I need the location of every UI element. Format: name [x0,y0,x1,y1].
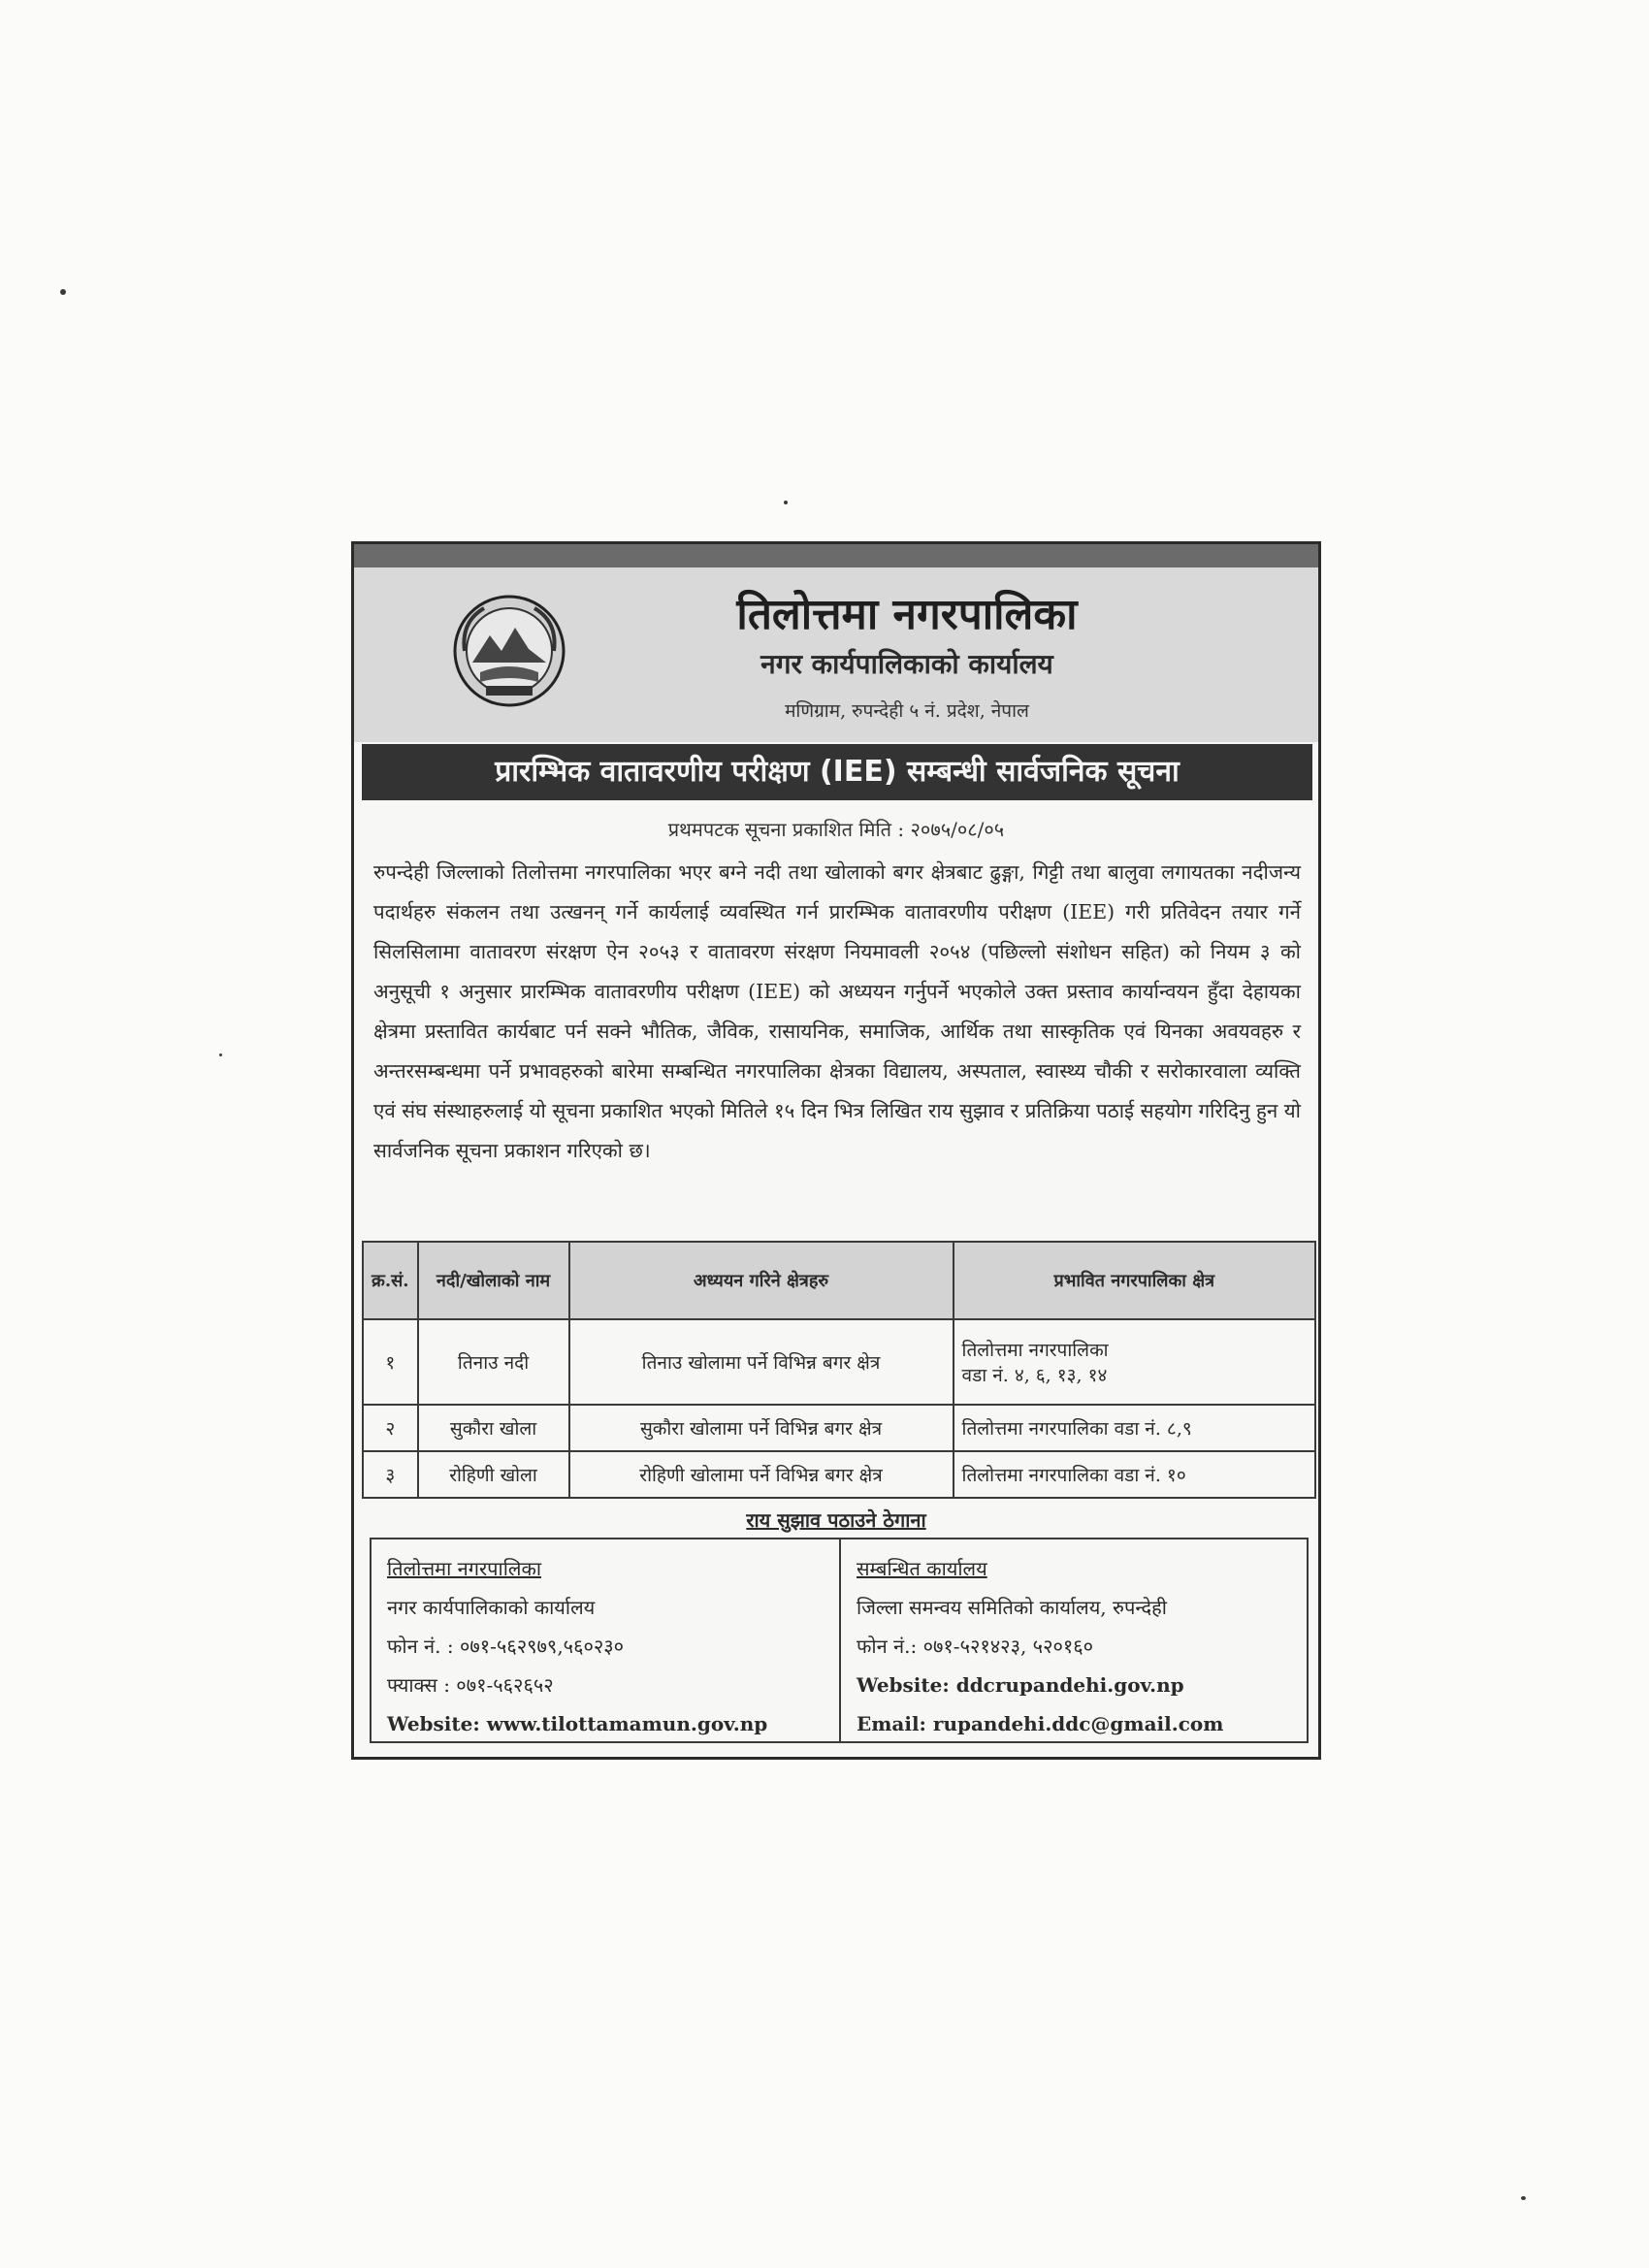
notice-header [354,567,1318,742]
address-heading: राय सुझाव पठाउने ठेगाना [746,1508,926,1532]
office-subtitle: नगर कार्यपालिकाको कार्यालय [760,648,1053,680]
address-website: Website: www.tilottamamun.gov.np [387,1712,768,1735]
affected-area-line: तिलोत्तमा नगरपालिका [961,1340,1109,1361]
scan-speck [219,1053,222,1056]
cell-river: तिनाउ नदी [418,1319,569,1405]
table-row [363,1451,1315,1498]
scan-speck [60,289,66,295]
cell-affected-area: तिलोत्तमा नगरपालिका वडा नं. १० [954,1451,1315,1498]
address-office: नगर कार्यपालिकाको कार्यालय [387,1596,596,1619]
cell-sn: ३ [363,1451,418,1498]
address-phone: फोन नं.: ०७१-५२१४२३, ५२०१६० [857,1635,1094,1658]
address-name: सम्बन्धित कार्यालय [857,1557,987,1580]
table-row [363,1319,1315,1405]
column-header-study-area: अध्ययन गरिने क्षेत्रहरु [569,1242,954,1319]
table-header-row [363,1242,1315,1319]
notice-body: रुपन्देही जिल्लाको तिलोत्तमा नगरपालिका भएर बग्ने नदी तथा खोलाको बगर क्षेत्रबाट ढुङ्गा, गिट्टी तथा बालुवा लगायतका नदीजन्य पदार्थहरु संकलन तथा उत्खनन् गर्ने कार्यलाई व्यवस्थित गर्न प्रारम्भिक वातावरणीय परीक्षण (IEE) गरी प्रतिवेदन तयार गर्ने सिलसिलामा वातावरण संरक्षण ऐन २०५३ र वातावरण संरक्षण नियमावली २०५४ (पछिल्लो संशोधन सहित) को नियम ३ को अनुसूची १ अनुसार प्रारम्भिक वातावरणीय परीक्षण (IEE) को अध्ययन गर्नुपर्ने भएकोले उक्त प्रस्ताव कार्यान्वयन हुँदा देहायका क्षेत्रमा प्रस्तावित कार्यबाट पर्न सक्ने भौतिक, जैविक, रासायनिक, समाजिक, आर्थिक तथा सास्कृतिक एवं यिनका अवयवहरु र अन्तरसम्बन्धमा पर्ने प्रभावहरुको बारेमा सम्बन्धित नगरपालिका क्षेत्रका विद्यालय, अस्पताल, स्वास्थ्य चौकी र सरोकारवाला व्यक्ति एवं संघ संस्थाहरुलाई यो सूचना प्रकाशित भएको मितिले १५ दिन भित्र लिखित राय सुझाव र प्रतिक्रिया पठाई सहयोग गरिदिनु हुन यो सार्वजनिक सूचना प्रकाशन गरिएको छ। [373,860,1301,1162]
table-row [363,1405,1315,1451]
column-header-sn: क्र.सं. [363,1242,418,1319]
cell-study-area: तिनाउ खोलामा पर्ने विभिन्न बगर क्षेत्र [569,1319,954,1405]
address-district-office [839,1539,1307,1741]
publication-date: प्रथमपटक सूचना प्रकाशित मिति : २०७५/०८/०५ [667,818,1005,841]
affected-area-line: वडा नं. ४, ६, १३, १४ [961,1365,1108,1386]
column-header-river: नदी/खोलाको नाम [418,1242,569,1319]
cell-study-area: सुकौरा खोलामा पर्ने विभिन्न बगर क्षेत्र [569,1405,954,1451]
cell-river: सुकौरा खोला [418,1405,569,1451]
cell-affected-area [954,1319,1315,1405]
cell-sn: १ [363,1319,418,1405]
address-website: Website: ddcrupandehi.gov.np [857,1673,1184,1697]
scan-speck [1521,2196,1526,2200]
address-box [370,1538,1309,1743]
municipality-title: तिलोत्तमा नगरपालिका [736,590,1078,639]
address-municipality [372,1539,839,1741]
notice-banner: प्रारम्भिक वातावरणीय परीक्षण (IEE) सम्बन्धी सार्वजनिक सूचना [362,744,1312,800]
address-name: तिलोत्तमा नगरपालिका [387,1557,541,1580]
address-office: जिल्ला समन्वय समितिको कार्यालय, रुपन्देही [857,1596,1167,1619]
office-address: मणिग्राम, रुपन्देही ५ नं. प्रदेश, नेपाल [785,700,1029,722]
nepal-emblem-icon [451,593,567,709]
notice-top-bar [354,544,1318,567]
scan-speck [784,501,788,504]
cell-sn: २ [363,1405,418,1451]
cell-affected-area: तिलोत्तमा नगरपालिका वडा नं. ८,९ [954,1405,1315,1451]
cell-study-area: रोहिणी खोलामा पर्ने विभिन्न बगर क्षेत्र [569,1451,954,1498]
address-fax: फ्याक्स : ०७१-५६२६५२ [387,1673,554,1697]
column-header-affected-area: प्रभावित नगरपालिका क्षेत्र [954,1242,1315,1319]
cell-river: रोहिणी खोला [418,1451,569,1498]
address-phone: फोन नं. : ०७१-५६२९७९,५६०२३० [387,1635,625,1658]
address-email: Email: rupandehi.ddc@gmail.com [857,1712,1224,1735]
public-notice [351,541,1321,1760]
rivers-table [362,1241,1316,1499]
